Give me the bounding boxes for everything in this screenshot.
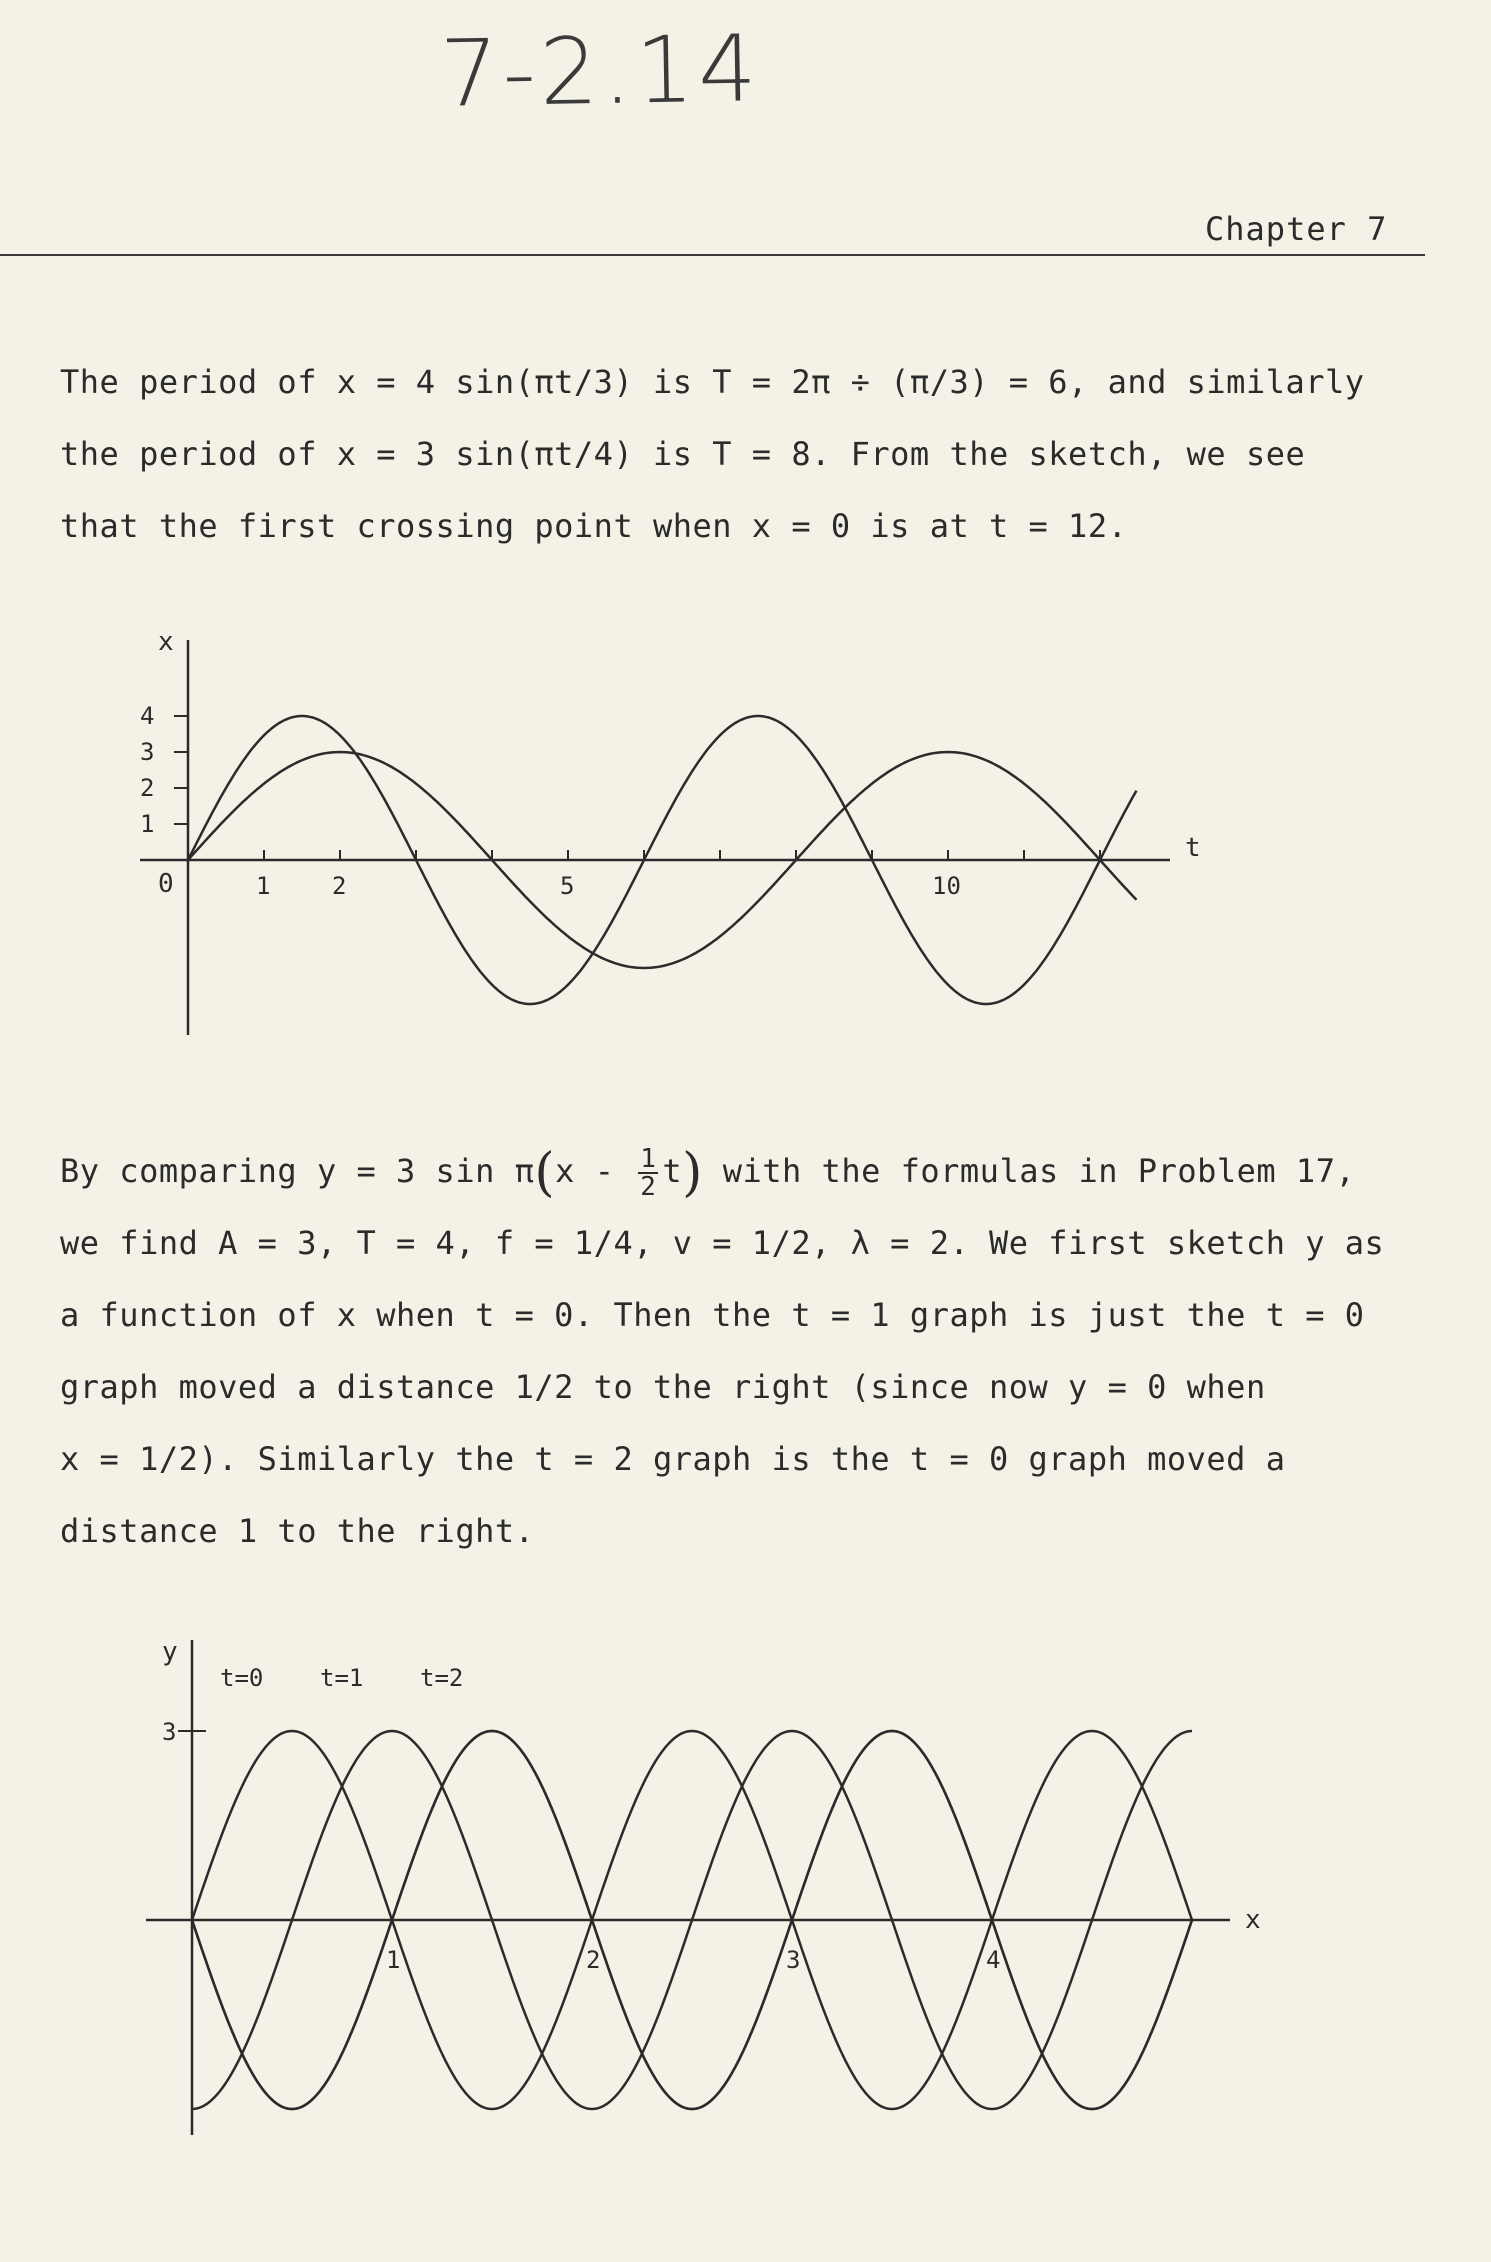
open-paren: ( bbox=[534, 1143, 556, 1203]
series-label: t=2 bbox=[420, 1664, 464, 1692]
text-line: a function of x when t = 0. Then the t = 1 graph is just the t = 0 bbox=[60, 1296, 1365, 1334]
header-rule bbox=[0, 254, 1425, 256]
y-tick-label: 2 bbox=[140, 774, 155, 802]
formula-tail: with the formulas in Problem 17, bbox=[702, 1152, 1356, 1190]
y-tick-label: 3 bbox=[140, 738, 155, 766]
x-tick-label: 2 bbox=[332, 872, 347, 900]
text-line: that the first crossing point when x = 0 is at t = 12. bbox=[60, 507, 1128, 545]
text-line: x = 1/2). Similarly the t = 2 graph is the t = 0 graph moved a bbox=[60, 1440, 1286, 1478]
x-tick-label: 10 bbox=[932, 872, 961, 900]
fraction-numerator: 1 bbox=[640, 1144, 657, 1174]
x-tick-label: 5 bbox=[560, 872, 575, 900]
y-tick-label: 3 bbox=[162, 1718, 177, 1746]
wave-leadin-t=1 bbox=[192, 1920, 292, 2109]
formula-lead: By comparing y = 3 sin π bbox=[60, 1152, 535, 1190]
text-line: The period of x = 4 sin(πt/3) is T = 2π ÷ (π/3) = 6, and similarly bbox=[60, 363, 1365, 401]
text-line: graph moved a distance 1/2 to the right (since now y = 0 when bbox=[60, 1368, 1266, 1406]
y-axis-label: x bbox=[158, 627, 174, 657]
x-tick-label: 2 bbox=[586, 1946, 601, 1974]
text-line: distance 1 to the right. bbox=[60, 1512, 535, 1550]
text-line: we find A = 3, T = 4, f = 1/4, v = 1/2, λ = 2. We first sketch y as bbox=[60, 1224, 1385, 1262]
sine-crossing-graph bbox=[140, 620, 1200, 1054]
text-line-formula bbox=[60, 1135, 1450, 1207]
x-tick-label: 3 bbox=[786, 1946, 801, 1974]
x-axis-label: x bbox=[1245, 1905, 1261, 1935]
x-tick-label: 4 bbox=[986, 1946, 1001, 1974]
fraction-half bbox=[638, 1146, 658, 1200]
formula-inner-b: t bbox=[662, 1152, 683, 1190]
text-line: the period of x = 3 sin(πt/4) is T = 8. From the sketch, we see bbox=[60, 435, 1306, 473]
chapter-label: Chapter 7 bbox=[1205, 210, 1388, 248]
paragraph-wave bbox=[60, 1135, 1450, 1567]
formula-inner-a: x - bbox=[555, 1152, 635, 1190]
handwritten-note: 7-2.14 bbox=[439, 15, 762, 128]
series-label: t=0 bbox=[220, 1664, 264, 1692]
origin-label: 0 bbox=[158, 869, 174, 899]
x-axis-label: t bbox=[1185, 833, 1200, 863]
y-tick-label: 1 bbox=[140, 810, 155, 838]
series-label: t=1 bbox=[320, 1664, 364, 1692]
paragraph-period bbox=[60, 346, 1450, 562]
fraction-denominator: 2 bbox=[640, 1172, 657, 1202]
wave-leadin-t=2 bbox=[192, 1920, 392, 2109]
x-tick-label: 1 bbox=[256, 872, 271, 900]
graph2-svg bbox=[140, 1630, 1300, 2150]
graph1-svg bbox=[140, 620, 1200, 1050]
traveling-wave-graph bbox=[140, 1630, 1300, 2154]
close-paren: ) bbox=[682, 1143, 703, 1203]
x-tick-label: 1 bbox=[386, 1946, 401, 1974]
y-tick-label: 4 bbox=[140, 702, 155, 730]
y-axis-label: y bbox=[162, 1637, 178, 1667]
